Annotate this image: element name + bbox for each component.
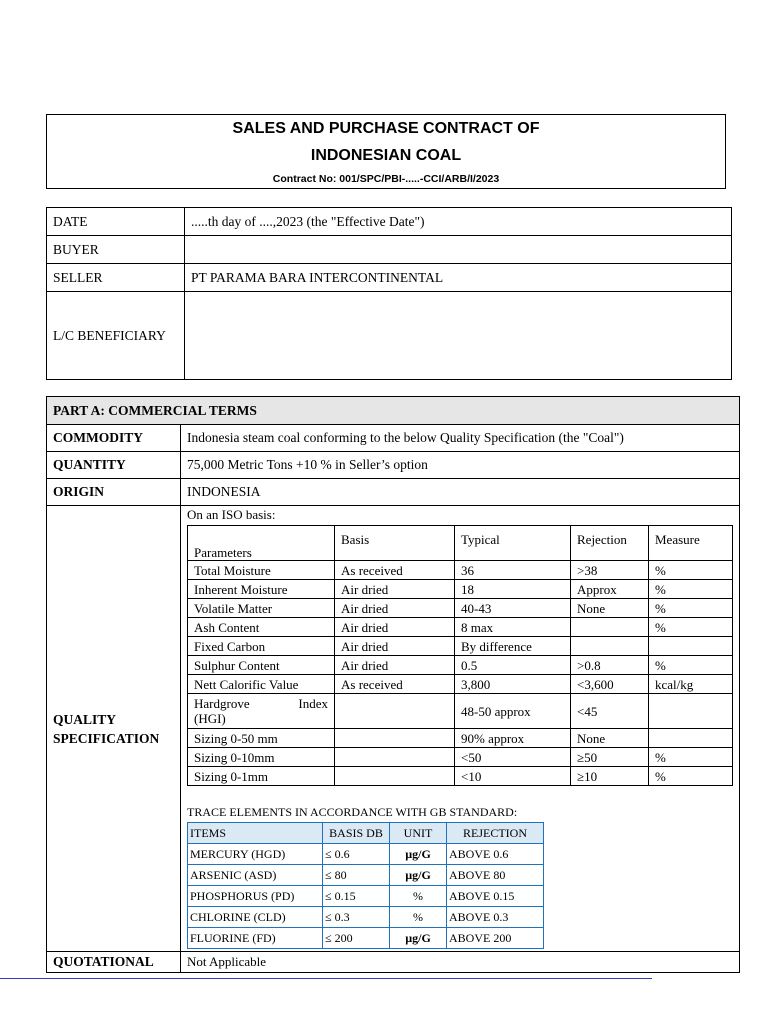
table-row — [188, 729, 733, 748]
trace-elements-title: TRACE ELEMENTS IN ACCORDANCE WITH GB STANDARD: — [187, 805, 518, 819]
param-measure: % — [649, 618, 733, 637]
hgi-word-3: (HGI) — [194, 711, 226, 726]
header-parameters: Parameters — [188, 526, 335, 561]
param-rejection — [571, 637, 649, 656]
param-typical: 18 — [455, 580, 571, 599]
param-measure: % — [649, 561, 733, 580]
param-basis: Air dried — [335, 656, 455, 675]
param-name: Nett Calorific Value — [188, 675, 335, 694]
quality-specification-label — [47, 506, 181, 952]
param-measure — [649, 637, 733, 656]
param-basis: Air dried — [335, 637, 455, 656]
table-row — [188, 599, 733, 618]
lc-beneficiary-row — [47, 292, 732, 380]
param-rejection: ≥50 — [571, 748, 649, 767]
trace-basis: ≤ 0.3 — [323, 907, 390, 928]
part-a-title: PART A: COMMERCIAL TERMS — [47, 397, 740, 425]
param-typical: 48-50 approx — [455, 694, 571, 729]
param-typical: 8 max — [455, 618, 571, 637]
table-row — [188, 580, 733, 599]
contract-header — [46, 114, 726, 189]
table-row — [188, 767, 733, 786]
table-row — [188, 561, 733, 580]
trace-basis: ≤ 200 — [323, 928, 390, 949]
param-basis: As received — [335, 561, 455, 580]
trace-rejection: ABOVE 200 — [447, 928, 544, 949]
param-name: Total Moisture — [188, 561, 335, 580]
trace-basis: ≤ 0.6 — [323, 844, 390, 865]
table-row — [188, 656, 733, 675]
trace-unit: % — [390, 907, 447, 928]
param-rejection: ≥10 — [571, 767, 649, 786]
trace-header-unit: UNIT — [390, 823, 447, 844]
origin-label: ORIGIN — [47, 479, 181, 506]
param-basis: Air dried — [335, 618, 455, 637]
param-typical: 40-43 — [455, 599, 571, 618]
title-line-1: SALES AND PURCHASE CONTRACT OF — [232, 120, 540, 137]
table-row — [188, 694, 733, 729]
param-typical: <50 — [455, 748, 571, 767]
lc-beneficiary-label: L/C BENEFICIARY — [47, 292, 185, 380]
trace-header-basis: BASIS DB — [323, 823, 390, 844]
param-typical: 36 — [455, 561, 571, 580]
hgi-word-1: Hardgrove — [194, 696, 250, 711]
trace-elements-table — [187, 822, 544, 949]
commodity-label: COMMODITY — [47, 425, 181, 452]
trace-rejection: ABOVE 0.15 — [447, 886, 544, 907]
quality-label-line-2: SPECIFICATION — [53, 730, 160, 746]
param-rejection: None — [571, 599, 649, 618]
param-rejection: >38 — [571, 561, 649, 580]
trace-rejection: ABOVE 0.6 — [447, 844, 544, 865]
param-measure: % — [649, 599, 733, 618]
param-basis: Air dried — [335, 580, 455, 599]
param-name: Sizing 0-50 mm — [188, 729, 335, 748]
param-basis: Air dried — [335, 599, 455, 618]
trace-rejection: ABOVE 80 — [447, 865, 544, 886]
param-rejection: Approx — [571, 580, 649, 599]
param-basis — [335, 767, 455, 786]
param-name: Volatile Matter — [188, 599, 335, 618]
table-row — [188, 637, 733, 656]
buyer-row — [47, 236, 732, 264]
quality-specification-cell — [181, 506, 740, 952]
param-rejection: >0.8 — [571, 656, 649, 675]
date-value: .....th day of ....,2023 (the "Effective Date") — [185, 208, 732, 236]
lc-beneficiary-value — [185, 292, 732, 380]
table-row — [188, 886, 544, 907]
table-row — [188, 844, 544, 865]
param-name: Inherent Moisture — [188, 580, 335, 599]
trace-header-rejection: REJECTION — [447, 823, 544, 844]
seller-value: PT PARAMA BARA INTERCONTINENTAL — [185, 264, 732, 292]
header-typical: Typical — [455, 526, 571, 561]
param-typical: By difference — [455, 637, 571, 656]
trace-basis: ≤ 0.15 — [323, 886, 390, 907]
table-row — [188, 675, 733, 694]
param-typical: 0.5 — [455, 656, 571, 675]
trace-item: ARSENIC (ASD) — [188, 865, 323, 886]
param-typical: 3,800 — [455, 675, 571, 694]
trace-unit: % — [390, 886, 447, 907]
page-divider-line — [0, 978, 652, 979]
title-line-2: INDONESIAN COAL — [310, 147, 462, 164]
trace-unit: µg/G — [390, 928, 447, 949]
table-row — [188, 865, 544, 886]
contract-number: Contract No: 001/SPC/PBI-.....-CCI/ARB/I/2023 — [272, 173, 500, 185]
quantity-value: 75,000 Metric Tons +10 % in Seller’s option — [181, 452, 740, 479]
trace-unit: µg/G — [390, 865, 447, 886]
buyer-label: BUYER — [47, 236, 185, 264]
quality-table — [187, 525, 733, 786]
param-typical: 90% approx — [455, 729, 571, 748]
quality-header-row — [188, 526, 733, 561]
param-name: Sizing 0-1mm — [188, 767, 335, 786]
hgi-line-1 — [194, 696, 328, 711]
param-measure: kcal/kg — [649, 675, 733, 694]
param-name: Ash Content — [188, 618, 335, 637]
seller-row — [47, 264, 732, 292]
trace-unit: µg/G — [390, 844, 447, 865]
commodity-value: Indonesia steam coal conforming to the below Quality Specification (the "Coal") — [181, 425, 740, 452]
param-rejection: <45 — [571, 694, 649, 729]
quotational-value: Not Applicable — [181, 952, 740, 973]
param-measure: % — [649, 748, 733, 767]
hgi-word-2: Index — [298, 696, 328, 711]
param-rejection — [571, 618, 649, 637]
param-measure — [649, 729, 733, 748]
header-rejection: Rejection — [571, 526, 649, 561]
iso-basis-note: On an ISO basis: — [187, 507, 276, 522]
param-typical: <10 — [455, 767, 571, 786]
table-row — [188, 907, 544, 928]
origin-value: INDONESIA — [181, 479, 740, 506]
param-basis — [335, 748, 455, 767]
trace-item: MERCURY (HGD) — [188, 844, 323, 865]
param-name: Sizing 0-10mm — [188, 748, 335, 767]
quantity-label: QUANTITY — [47, 452, 181, 479]
parties-table — [46, 207, 732, 380]
date-label: DATE — [47, 208, 185, 236]
quotational-label: QUOTATIONAL — [47, 952, 181, 973]
buyer-value — [185, 236, 732, 264]
table-row — [188, 748, 733, 767]
param-basis — [335, 694, 455, 729]
trace-header-items: ITEMS — [188, 823, 323, 844]
param-basis — [335, 729, 455, 748]
param-basis: As received — [335, 675, 455, 694]
trace-item: PHOSPHORUS (PD) — [188, 886, 323, 907]
param-rejection: <3,600 — [571, 675, 649, 694]
seller-label: SELLER — [47, 264, 185, 292]
param-name: Sulphur Content — [188, 656, 335, 675]
param-measure — [649, 694, 733, 729]
param-rejection: None — [571, 729, 649, 748]
trace-basis: ≤ 80 — [323, 865, 390, 886]
param-measure: % — [649, 656, 733, 675]
table-row — [188, 618, 733, 637]
header-basis: Basis — [335, 526, 455, 561]
param-measure: % — [649, 580, 733, 599]
param-name: Fixed Carbon — [188, 637, 335, 656]
header-measure: Measure — [649, 526, 733, 561]
date-row — [47, 208, 732, 236]
trace-item: FLUORINE (FD) — [188, 928, 323, 949]
param-name-hgi — [188, 694, 335, 729]
commercial-terms-table — [46, 396, 740, 973]
trace-rejection: ABOVE 0.3 — [447, 907, 544, 928]
param-measure: % — [649, 767, 733, 786]
trace-header-row — [188, 823, 544, 844]
table-row — [188, 928, 544, 949]
quality-label-line-1: QUALITY — [53, 711, 117, 727]
trace-item: CHLORINE (CLD) — [188, 907, 323, 928]
